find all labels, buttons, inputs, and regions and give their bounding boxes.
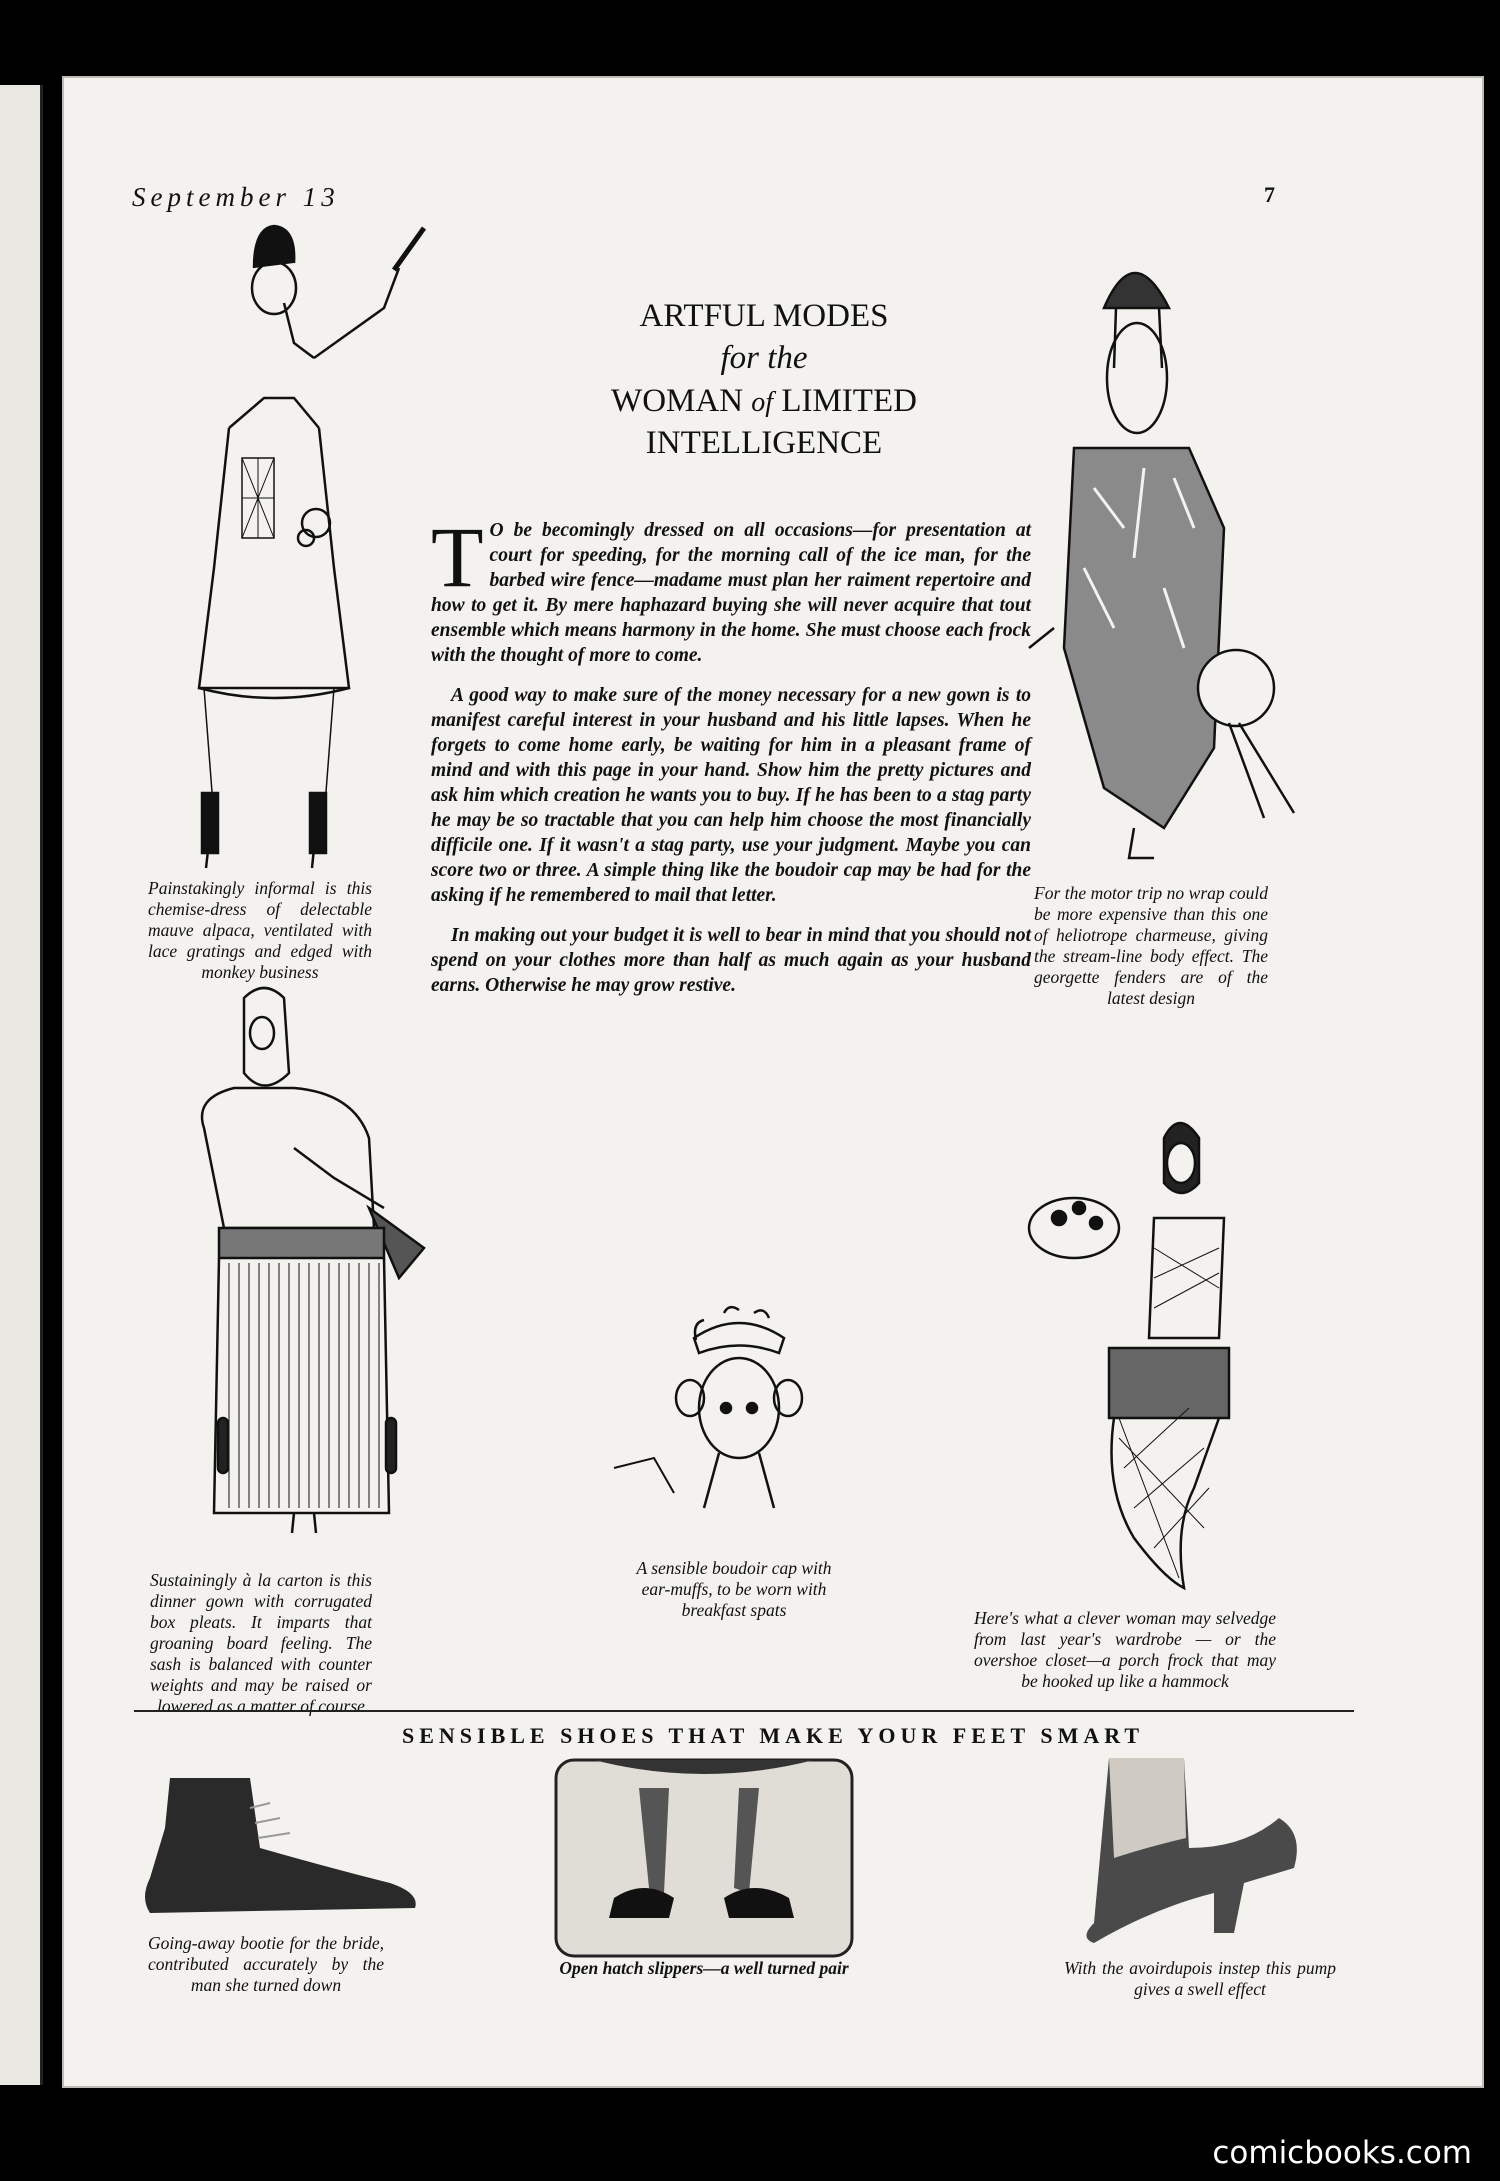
caption-boudoir-cap: A sensible boudoir cap with ear-muffs, to be worn with breakfast spats (636, 1558, 832, 1620)
caption-dinner-gown: Sustainingly à la carton is this dinner gown with corrugated box pleats. It imparts that groaning board feeling. The sash is balanced with counter weights and may be raised or lowered as a matter of course (150, 1570, 372, 1716)
porch-frock-illustration (1004, 1108, 1324, 1598)
caption-chemise: Painstakingly informal is this chemise-dress of delectable mauve alpaca, ventilated with lace gratings and edged with monkey business (148, 878, 372, 982)
title-line-1: ARTFUL MODES (639, 298, 889, 334)
page-number: 7 (1264, 182, 1275, 207)
facing-page-edge (0, 85, 43, 2085)
magazine-page (62, 76, 1484, 2088)
paragraph-3: In making out your budget it is well to bear in mind that you should not spend on your clothes more than half as much again as your husband earns. Otherwise he may grow restive. (431, 925, 1031, 996)
section-divider (134, 1710, 1354, 1712)
title-line-4: INTELLIGENCE (645, 424, 883, 461)
slippers-photo (554, 1758, 854, 1958)
title-line-2: for the (720, 340, 808, 377)
caption-slippers: Open hatch slippers—a well turned pair (559, 1958, 849, 1978)
chemise-dress-illustration (144, 208, 444, 908)
bootie-photo (130, 1768, 430, 1928)
shoes-heading: SENSIBLE SHOES THAT MAKE YOUR FEET SMART (401, 1723, 1145, 1748)
watermark: comicbooks.com (1212, 2135, 1472, 2171)
caption-motor-wrap: For the motor trip no wrap could be more expensive than this one of heliotrope charmeuse, giving the stream-line body effect. The georgette fenders are of the latest design (1034, 883, 1268, 1008)
boudoir-cap-illustration (594, 1298, 824, 1538)
drop-cap: T (431, 509, 484, 605)
title-line-3: WOMAN of LIMITED (611, 382, 917, 419)
paragraph-1: T O be becomingly dressed on all occasions—for presentation at court for speeding, for the morning call of the ice man, for the barbed wire fence—madame must plan her raiment repertoire and how to get it. By mere haphazard buying she will never acquire that tout ensemble which means harmony in the home. She must choose each frock with the thought of more to come. (431, 509, 1031, 666)
pump-photo (1064, 1758, 1324, 1958)
caption-bootie: Going-away bootie for the bride, contributed accurately by the man she turned down (148, 1933, 384, 1995)
dinner-gown-illustration (174, 978, 474, 1548)
caption-pump: With the avoirdupois instep this pump gives a swell effect (1064, 1958, 1336, 1999)
issue-date: September 13 (132, 182, 340, 212)
article-title (454, 298, 1074, 461)
motor-wrap-illustration (1024, 228, 1354, 868)
article-body (431, 509, 1031, 1013)
paragraph-2: A good way to make sure of the money necessary for a new gown is to manifest careful interest in your husband and his little lapses. When he forgets to come home early, be waiting for him in a pleasant frame of mind and with this page in your hand. Show him the pretty pictures and ask him which creation he wants you to buy. If he has been to a stag party he may be so tractable that you can help him choose the most financially difficile one. If it wasn't a stag party, use your judgment. Maybe you can score two or three. A simple thing like the boudoir cap may be had for the asking if he remembered to mail that letter. (431, 685, 1031, 906)
caption-porch-frock: Here's what a clever woman may selvedge from last year's wardrobe — or the overshoe closet—a porch frock that may be hooked up like a hammock (974, 1608, 1276, 1691)
